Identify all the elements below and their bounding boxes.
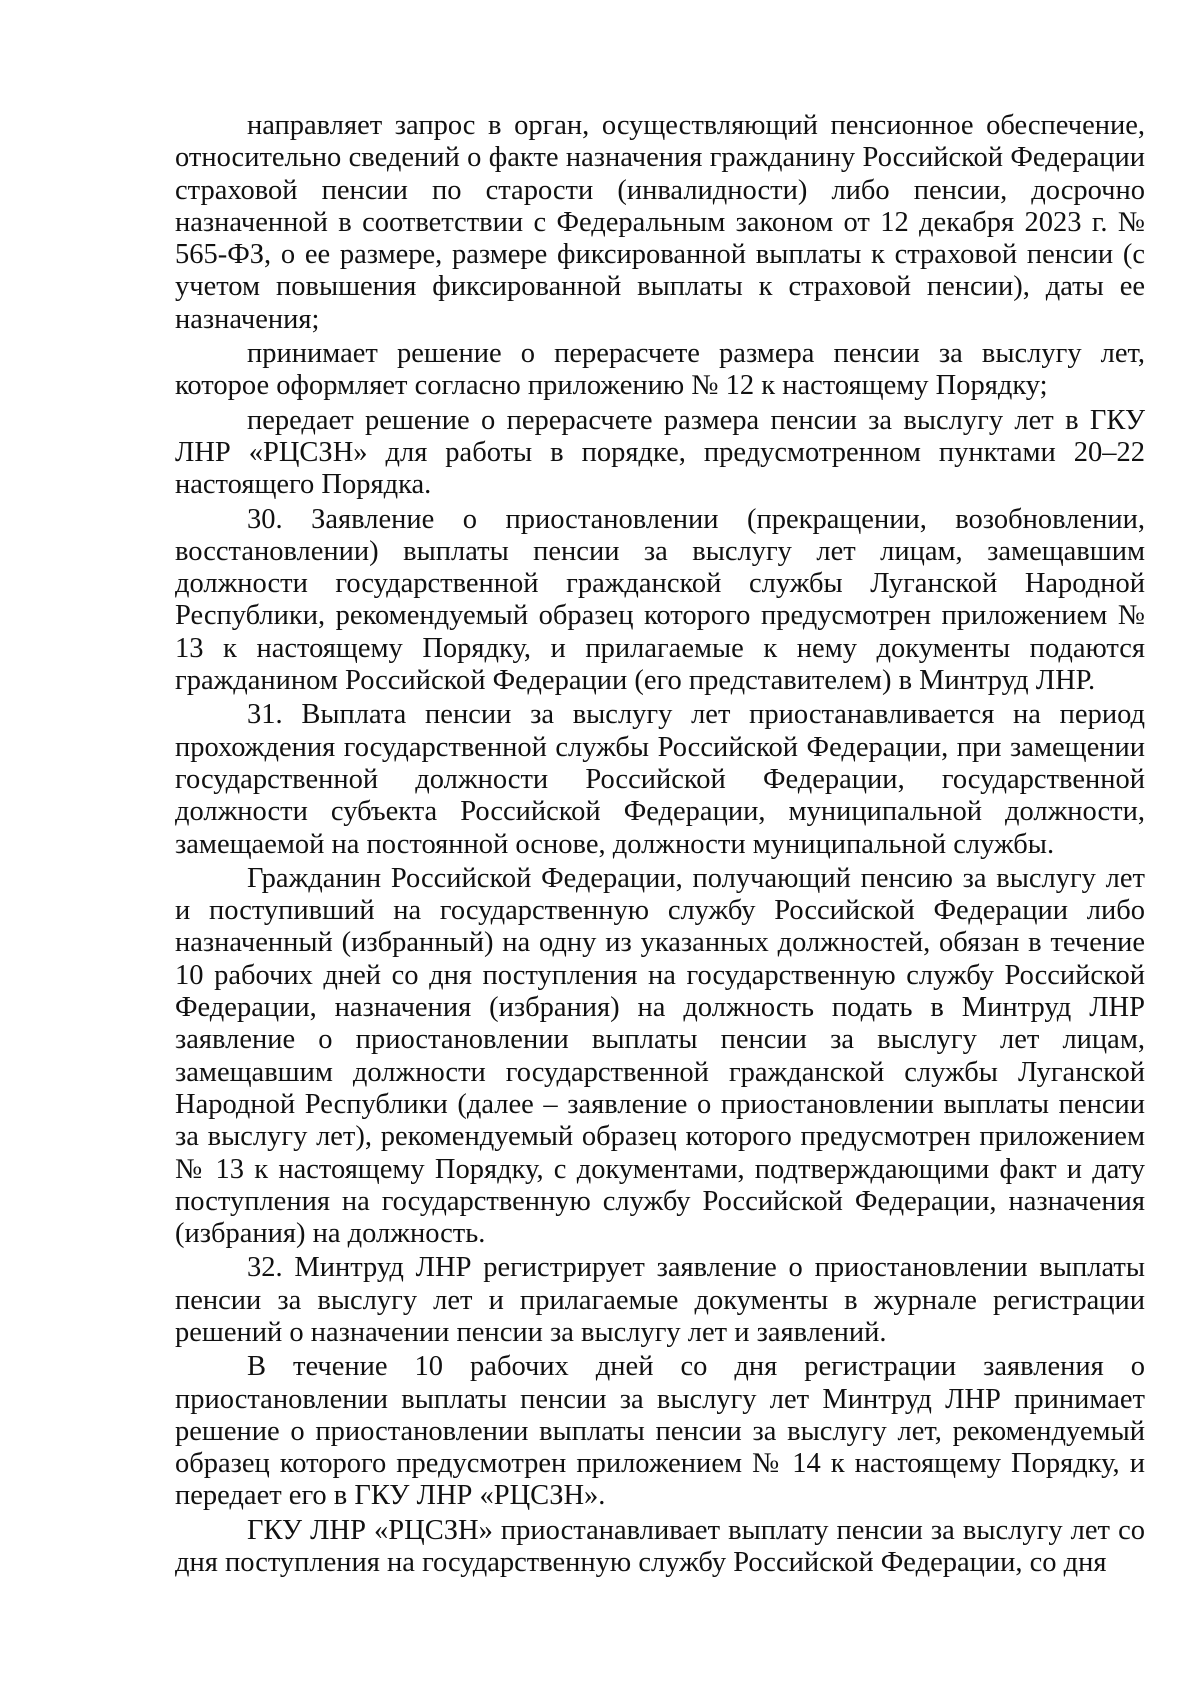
paragraph-clause-30: 30. Заявление о приостановлении (прекращении, возобновлении, восстановлении) выплаты пенсии за выслугу лет лицам, замещавшим должности государственной гражданской службы Луганской Народной Республики, рекомендуемый образец которого предусмотрен приложением № 13 к настоящему Порядку, и прилагаемые к нему документы подаются гражданином Российской Федерации (его представителем) в Минтруд ЛНР. <box>175 503 1145 697</box>
document-page <box>175 110 1145 1581</box>
paragraph-transfer-decision: передает решение о перерасчете размера пенсии за выслугу лет в ГКУ ЛНР «РЦСЗН» для работы в порядке, предусмотренном пунктами 20–22 настоящего Порядка. <box>175 404 1145 501</box>
paragraph-suspension-decision: В течение 10 рабочих дней со дня регистрации заявления о приостановлении выплаты пенсии за выслугу лет Минтруд ЛНР принимает решение о приостановлении выплаты пенсии за выслугу лет, рекомендуемый образец которого предусмотрен приложением № 14 к настоящему Порядку, и передает его в ГКУ ЛНР «РЦСЗН». <box>175 1351 1145 1512</box>
paragraph-citizen-obligation: Гражданин Российской Федерации, получающий пенсию за выслугу лет и поступивший на государственную службу Российской Федерации либо назначенный (избранный) на одну из указанных должностей, обязан в течение 10 рабочих дней со дня поступления на государственную службу Российской Федерации, назначения (избрания) на должность подать в Минтруд ЛНР заявление о приостановлении выплаты пенсии за выслугу лет лицам, замещавшим должности государственной гражданской службы Луганской Народной Республики (далее – заявление о приостановлении выплаты пенсии за выслугу лет), рекомендуемый образец которого предусмотрен приложением № 13 к настоящему Порядку, с документами, подтверждающими факт и дату поступления на государственную службу Российской Федерации, назначения (избрания) на должность. <box>175 862 1145 1250</box>
paragraph-clause-31: 31. Выплата пенсии за выслугу лет приостанавливается на период прохождения государственной службы Российской Федерации, при замещении государственной должности Российской Федерации, государственной должности субъекта Российской Федерации, муниципальной должности, замещаемой на постоянной основе, должности муниципальной службы. <box>175 699 1145 860</box>
paragraph-recalculation-decision: принимает решение о перерасчете размера пенсии за выслугу лет, которое оформляет согласно приложению № 12 к настоящему Порядку; <box>175 338 1145 402</box>
paragraph-clause-32: 32. Минтруд ЛНР регистрирует заявление о приостановлении выплаты пенсии за выслугу лет и прилагаемые документы в журнале регистрации решений о назначении пенсии за выслугу лет и заявлений. <box>175 1252 1145 1348</box>
paragraph-request-pension-info: направляет запрос в орган, осуществляющий пенсионное обеспечение, относительно сведений о факте назначения гражданину Российской Федерации страховой пенсии по старости (инвалидности) либо пенсии, досрочно назначенной в соответствии с Федеральным законом от 12 декабря 2023 г. № 565-ФЗ, о ее размере, размере фиксированной выплаты к страховой пенсии (с учетом повышения фиксированной выплаты к страховой пенсии), даты ее назначения; <box>175 110 1145 335</box>
paragraph-payment-suspension: ГКУ ЛНР «РЦСЗН» приостанавливает выплату пенсии за выслугу лет со дня поступления на государственную службу Российской Федерации, со дня <box>175 1514 1145 1579</box>
